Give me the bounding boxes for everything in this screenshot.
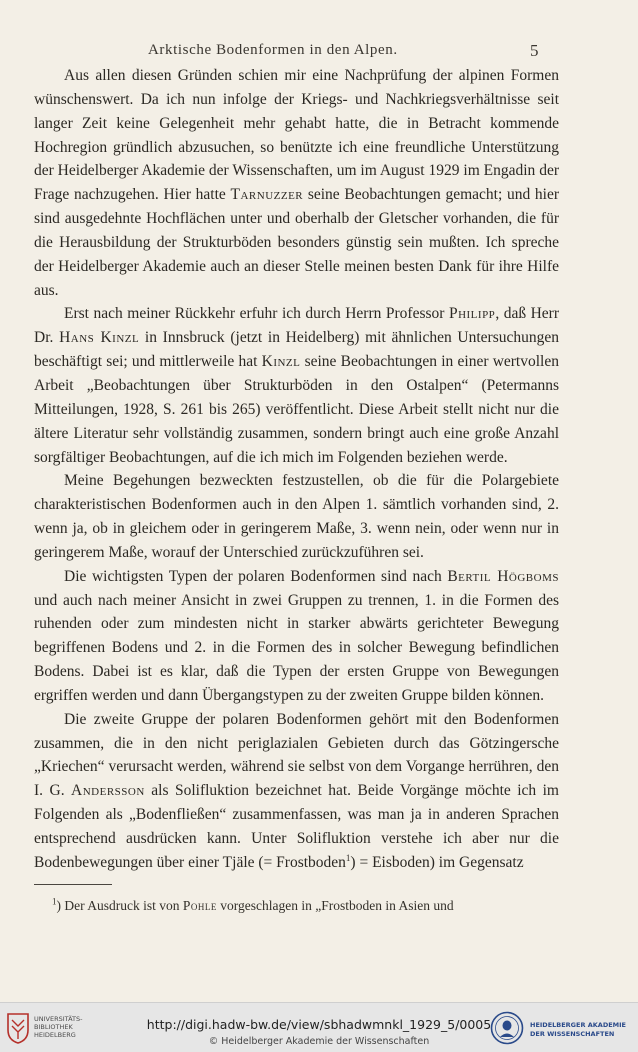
academy-label [530, 1021, 626, 1038]
paragraph-5 [34, 708, 559, 875]
viewer-footer-bar [0, 1002, 638, 1052]
author-name: Andersson [71, 782, 145, 800]
academy-logo[interactable] [490, 1011, 636, 1047]
text-run: vorgeschlagen in „Frostboden in Asien und [216, 898, 454, 913]
paragraph-3: Meine Begehungen bezweckten festzustellen, ob die für die Polargebiete charakteristischen Bodenformen auch in den Alpen 1. sämtlich vorhanden sind, 2. wenn ja, ob in gleichem oder in geringerem Maße, 3. wenn nein, oder wenn nur in geringerem Maße, worauf der Unterschied zurückzuführen sei. [34, 472, 559, 561]
text-run: Die wichtigsten Typen der polaren Bodenformen sind nach [64, 567, 448, 585]
body-text [34, 64, 559, 875]
paragraph-1 [34, 64, 559, 302]
text-run: als Solifluktion bezeichnet hat. Beide Vorgänge möchte ich im Folgenden als „Bodenfließen“ zusammenfassen, was man ja in anderen Sprachen entsprechend ausdrücken kann. Unter Solifluktion verstehe ich aber nur die Bodenbewegungen über einer Tjäle (= Frostboden [34, 782, 559, 871]
running-title: Arktische Bodenformen in den Alpen. [148, 42, 398, 58]
text-run: Erst nach meiner Rückkehr erfuhr ich durch Herrn Professor [64, 305, 449, 323]
footnote [52, 898, 562, 914]
author-name: Hans Kinzl [59, 329, 140, 347]
text-run: seine Beobachtungen gemacht; und hier sind ausgedehnte Hochflächen unter und oberhalb der Gletscher vorhanden, die für die Herausbildung der Strukturböden besonders günstig sein mußten. Ich spreche der Heidelberger Akademie auch an dieser Stelle meinen besten Dank für ihre Hilfe aus. [34, 186, 560, 299]
footnote-rule [34, 884, 112, 885]
academy-seal-icon [490, 1011, 524, 1045]
logo-line: HEIDELBERG [34, 1031, 76, 1039]
author-name: Philipp [448, 305, 496, 323]
text-run: und auch nach meiner Ansicht in zwei Gruppen zu trennen, 1. in die Formen des ruhenden oder zum mindesten nicht in starker abwärts gerichteter Bewegung begriffenen Bodens und 2. in die Formen des in solcher Bewegung befindlichen Bodens. Dabei ist es klar, daß die Typen der ersten Gruppe von Bewegungen ergriffen werden und dann Übergangstypen zu der zweiten Gruppe bilden können. [34, 591, 559, 704]
permalink-url[interactable]: http://digi.hadw-bw.de/view/sbhadwmnkl_1929_5/0005 [146, 1017, 492, 1032]
paragraph-2 [34, 302, 559, 469]
logo-line: DER WISSENSCHAFTEN [530, 1029, 615, 1038]
text-run: seine Beobachtungen in einer wertvollen Arbeit „Beobachtungen über Strukturböden in den Ostalpen“ (Petermanns Mitteilungen, 1928, S. 261 bis 265) veröffentlicht. Diese Arbeit stellt nicht nur die ältere Literatur sehr vollständig zusammen, sondern bringt auch eine große Anzahl sorgfältiger Beobachtungen, auf die ich mich im Folgenden beziehen werde. [34, 353, 559, 466]
footnote-number: 1 [52, 896, 57, 907]
paragraph-4 [34, 565, 559, 708]
text-run: ) Der Ausdruck ist von [56, 898, 183, 913]
copyright-notice: © Heidelberger Akademie der Wissenschaften [208, 1036, 430, 1047]
author-name: Kinzl [261, 353, 301, 371]
text-run: ) = Eisboden) im Gegensatz [350, 853, 524, 871]
logo-line: UNIVERSITÄTS- [34, 1015, 83, 1023]
text-run: in Innsbruck (jetzt in Heidelberg) mit ähnlichen Untersuchungen beschäftigt sei; und mittlerweile hat [34, 329, 559, 371]
text-run: , daß Herr Dr. [34, 305, 559, 347]
page-number: 5 [530, 41, 539, 60]
logo-line: BIBLIOTHEK [34, 1023, 73, 1031]
author-name: Pohle [182, 898, 217, 913]
text-run: Die zweite Gruppe der polaren Bodenformen gehört mit den Bodenformen zusammen, die in den nicht periglazialen Gebieten durch das Götzingersche „Kriechen“ verursacht werden, während sie selbst von dem Vorgange herrühren, den I. G. [34, 710, 559, 800]
logo-line: HEIDELBERGER AKADEMIE [530, 1021, 626, 1029]
footnote-marker[interactable]: 1 [345, 852, 351, 863]
text-run: Aus allen diesen Gründen schien mir eine Nachprüfung der alpinen Formen wünschenswert. Da ich nun infolge der Kriegs- und Nachkriegsverhältnisse seit langer Zeit keine Gelegenheit mehr gehabt hatte, die in Betracht kommende Hochregion gründlich abzusuchen, so benützte ich eine freundliche Unterstützung der Heidelberger Akademie der Wissenschaften, um im August 1929 im Engadin der Frage nachzugehen. Hier hatte [34, 67, 559, 204]
author-name: Bertil Högboms [447, 567, 559, 585]
author-name: Tarnuzzer [230, 186, 304, 204]
